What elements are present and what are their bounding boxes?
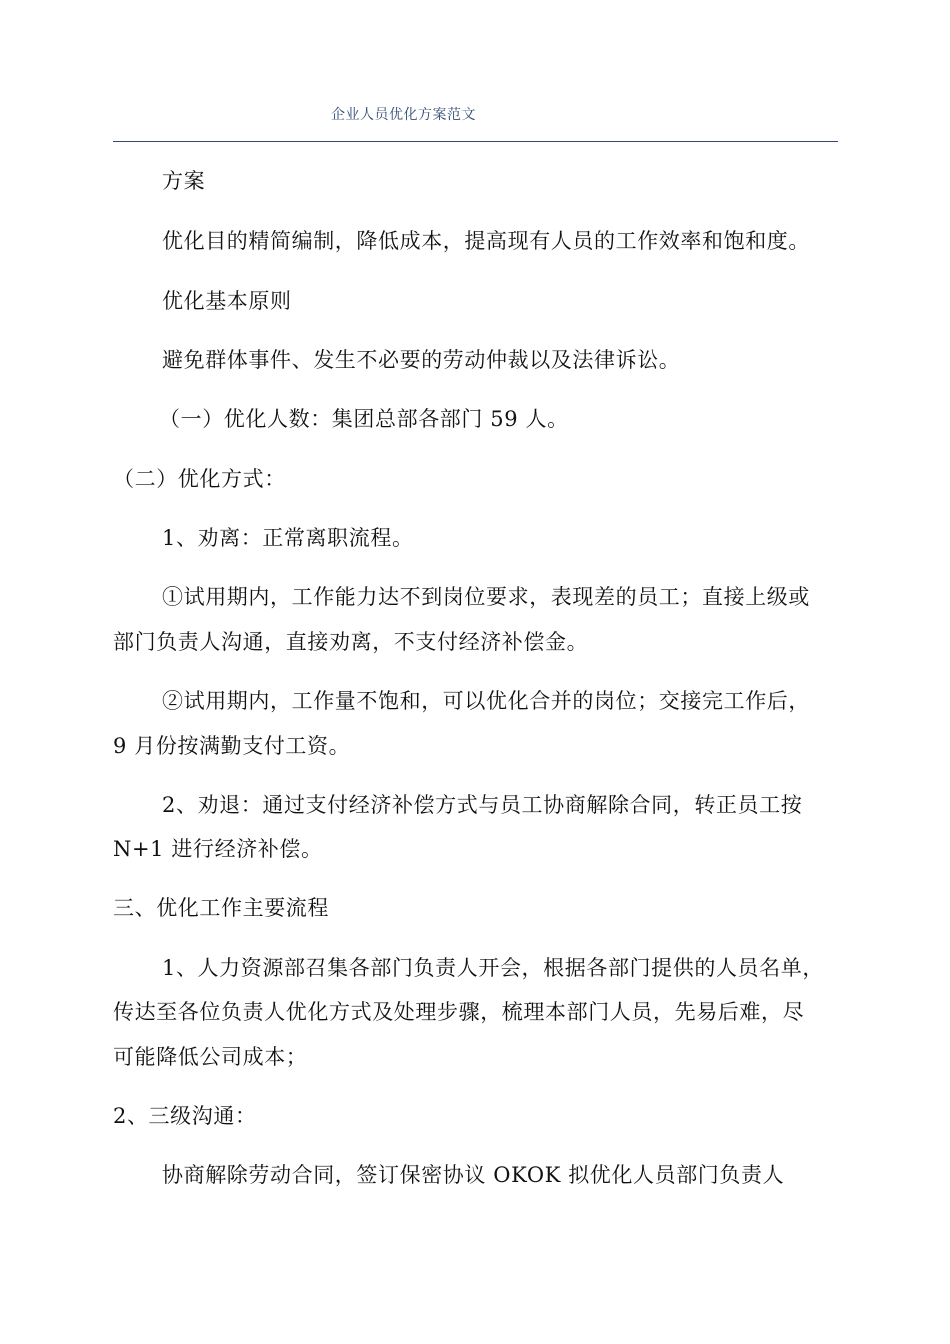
item-methods: （二）优化方式：: [113, 467, 286, 491]
heading-plan: 方案: [162, 169, 206, 193]
item-headcount: （一）优化人数：集团总部各部门 59 人。: [159, 407, 569, 431]
method-persuade-leave: 1、劝离：正常离职流程。: [162, 526, 414, 550]
method-dismiss-line2: N+1 进行经济补偿。: [113, 837, 323, 861]
method-probation-1-line2: 部门负责人沟通，直接劝离，不支付经济补偿金。: [113, 630, 589, 654]
process-step1-line3: 可能降低公司成本；: [113, 1045, 308, 1069]
method-probation-2-line1: ②试用期内，工作量不饱和，可以优化合并的岗位；交接完工作后，: [162, 689, 810, 713]
process-step1-line1: 1、人力资源部召集各部门负责人开会，根据各部门提供的人员名单，: [162, 956, 824, 980]
method-probation-1-line1: ①试用期内，工作能力达不到岗位要求，表现差的员工；直接上级或: [162, 585, 810, 609]
method-dismiss-line1: 2、劝退：通过支付经济补偿方式与员工协商解除合同，转正员工按: [162, 793, 803, 817]
process-step1-line2: 传达至各位负责人优化方式及处理步骤，梳理本部门人员，先易后难，尽: [113, 1000, 805, 1024]
header-title: 企业人员优化方案范文: [331, 107, 476, 123]
paragraph-principles: 避免群体事件、发生不必要的劳动仲裁以及法律诉讼。: [162, 348, 681, 372]
method-probation-2-line2: 9 月份按满勤支付工资。: [113, 734, 351, 758]
heading-process: 三、优化工作主要流程: [113, 896, 329, 920]
process-step2: 2、三级沟通：: [113, 1104, 257, 1128]
header-divider: [113, 141, 838, 142]
paragraph-purpose: 优化目的精简编制，降低成本，提高现有人员的工作效率和饱和度。: [162, 229, 810, 253]
heading-principles: 优化基本原则: [162, 289, 292, 313]
process-step2-detail: 协商解除劳动合同，签订保密协议 OKOK 拟优化人员部门负责人: [162, 1163, 785, 1187]
